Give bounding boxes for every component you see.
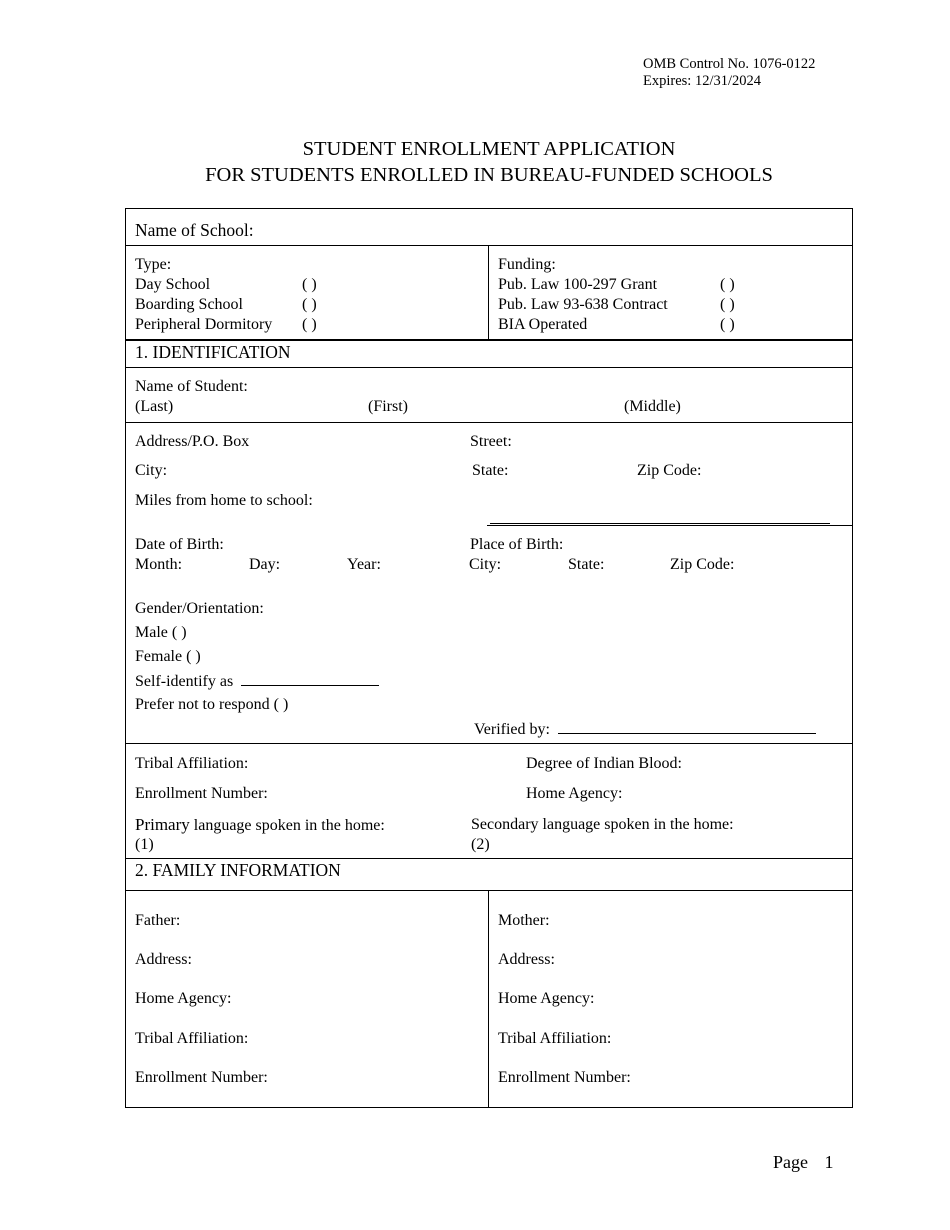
funding-option-grant: Pub. Law 100-297 Grant [498,276,658,293]
place-of-birth-label: Place of Birth: [470,536,564,553]
middle-name-label: (Middle) [624,398,681,415]
gender-orientation-label: Gender/Orientation: [135,600,264,617]
page-number: 1 [824,1152,834,1172]
mother-label: Mother: [498,912,550,929]
father-tribal-affiliation-label: Tribal Affiliation: [135,1030,249,1047]
funding-option-bia-operated: BIA Operated [498,316,588,333]
funding-option-contract: Pub. Law 93-638 Contract [498,296,668,313]
birth-day-label: Day: [249,556,281,573]
divider [126,890,852,891]
street-label: Street: [470,433,512,450]
form-title-line1: STUDENT ENROLLMENT APPLICATION [302,138,676,160]
page-footer [773,1152,834,1173]
state-label: State: [472,462,509,479]
grant-checkbox[interactable]: ( ) [720,276,735,293]
address-po-box-label: Address/P.O. Box [135,433,250,450]
father-enrollment-number-label: Enrollment Number: [135,1069,268,1086]
verified-by-row [474,719,816,740]
student-name-label: Name of Student: [135,378,248,395]
divider [126,422,852,423]
father-home-agency-label: Home Agency: [135,990,232,1007]
divider [487,525,852,526]
column-divider [488,890,489,1107]
section-identification-heading: 1. IDENTIFICATION [135,342,291,362]
secondary-language-label: Secondary language spoken in the home: [471,816,734,833]
home-agency-label: Home Agency: [526,785,623,802]
divider [126,339,852,341]
primary-language-label: Primary language spoken in the home: [135,815,385,834]
divider [126,858,852,859]
birth-month-label: Month: [135,556,183,573]
enrollment-form [125,208,853,1108]
self-identify-field[interactable] [241,671,379,686]
column-divider [488,245,489,339]
self-identify-row [135,671,379,692]
divider-stub [490,523,830,524]
primary-language-number: (1) [135,836,154,853]
zip-code-label: Zip Code: [637,462,702,479]
contract-checkbox[interactable]: ( ) [720,296,735,313]
mother-tribal-affiliation-label: Tribal Affiliation: [498,1030,612,1047]
birth-state-label: State: [568,556,605,573]
prefer-not-to-respond-option[interactable]: Prefer not to respond ( ) [135,696,289,713]
omb-expiration: Expires: 12/31/2024 [643,73,762,89]
mother-enrollment-number-label: Enrollment Number: [498,1069,631,1086]
last-name-label: (Last) [135,398,174,415]
divider [126,367,852,368]
date-of-birth-label: Date of Birth: [135,536,224,553]
degree-of-indian-blood-label: Degree of Indian Blood: [526,755,682,772]
bia-operated-checkbox[interactable]: ( ) [720,316,735,333]
peripheral-dormitory-checkbox[interactable]: ( ) [302,316,317,333]
miles-to-school-label: Miles from home to school: [135,492,313,509]
self-identify-label: Self-identify as [135,673,234,690]
enrollment-number-label: Enrollment Number: [135,785,268,802]
page-label: Page [773,1152,808,1172]
mother-home-agency-label: Home Agency: [498,990,595,1007]
omb-control-block [643,56,815,90]
verified-by-label: Verified by: [474,721,550,738]
tribal-affiliation-label: Tribal Affiliation: [135,755,249,772]
form-title-line2: FOR STUDENTS ENROLLED IN BUREAU-FUNDED SCHOOLS [205,164,773,186]
type-option-peripheral-dormitory: Peripheral Dormitory [135,316,273,333]
male-option[interactable]: Male ( ) [135,624,187,641]
type-option-day-school: Day School [135,276,211,293]
birth-city-label: City: [469,556,502,573]
city-label: City: [135,462,168,479]
divider [126,245,852,246]
omb-control-number: OMB Control No. 1076-0122 [643,56,816,72]
section-family-heading: 2. FAMILY INFORMATION [135,860,341,880]
school-name-label: Name of School: [135,220,254,240]
verified-by-field[interactable] [558,719,816,734]
mother-address-label: Address: [498,951,555,968]
first-name-label: (First) [368,398,408,415]
father-address-label: Address: [135,951,192,968]
father-label: Father: [135,912,181,929]
boarding-school-checkbox[interactable]: ( ) [302,296,317,313]
funding-label: Funding: [498,256,556,273]
birth-zip-label: Zip Code: [670,556,735,573]
divider [126,743,852,744]
birth-year-label: Year: [347,556,381,573]
day-school-checkbox[interactable]: ( ) [302,276,317,293]
female-option[interactable]: Female ( ) [135,648,201,665]
school-type-label: Type: [135,256,172,273]
secondary-language-number: (2) [471,836,490,853]
type-option-boarding-school: Boarding School [135,296,243,313]
